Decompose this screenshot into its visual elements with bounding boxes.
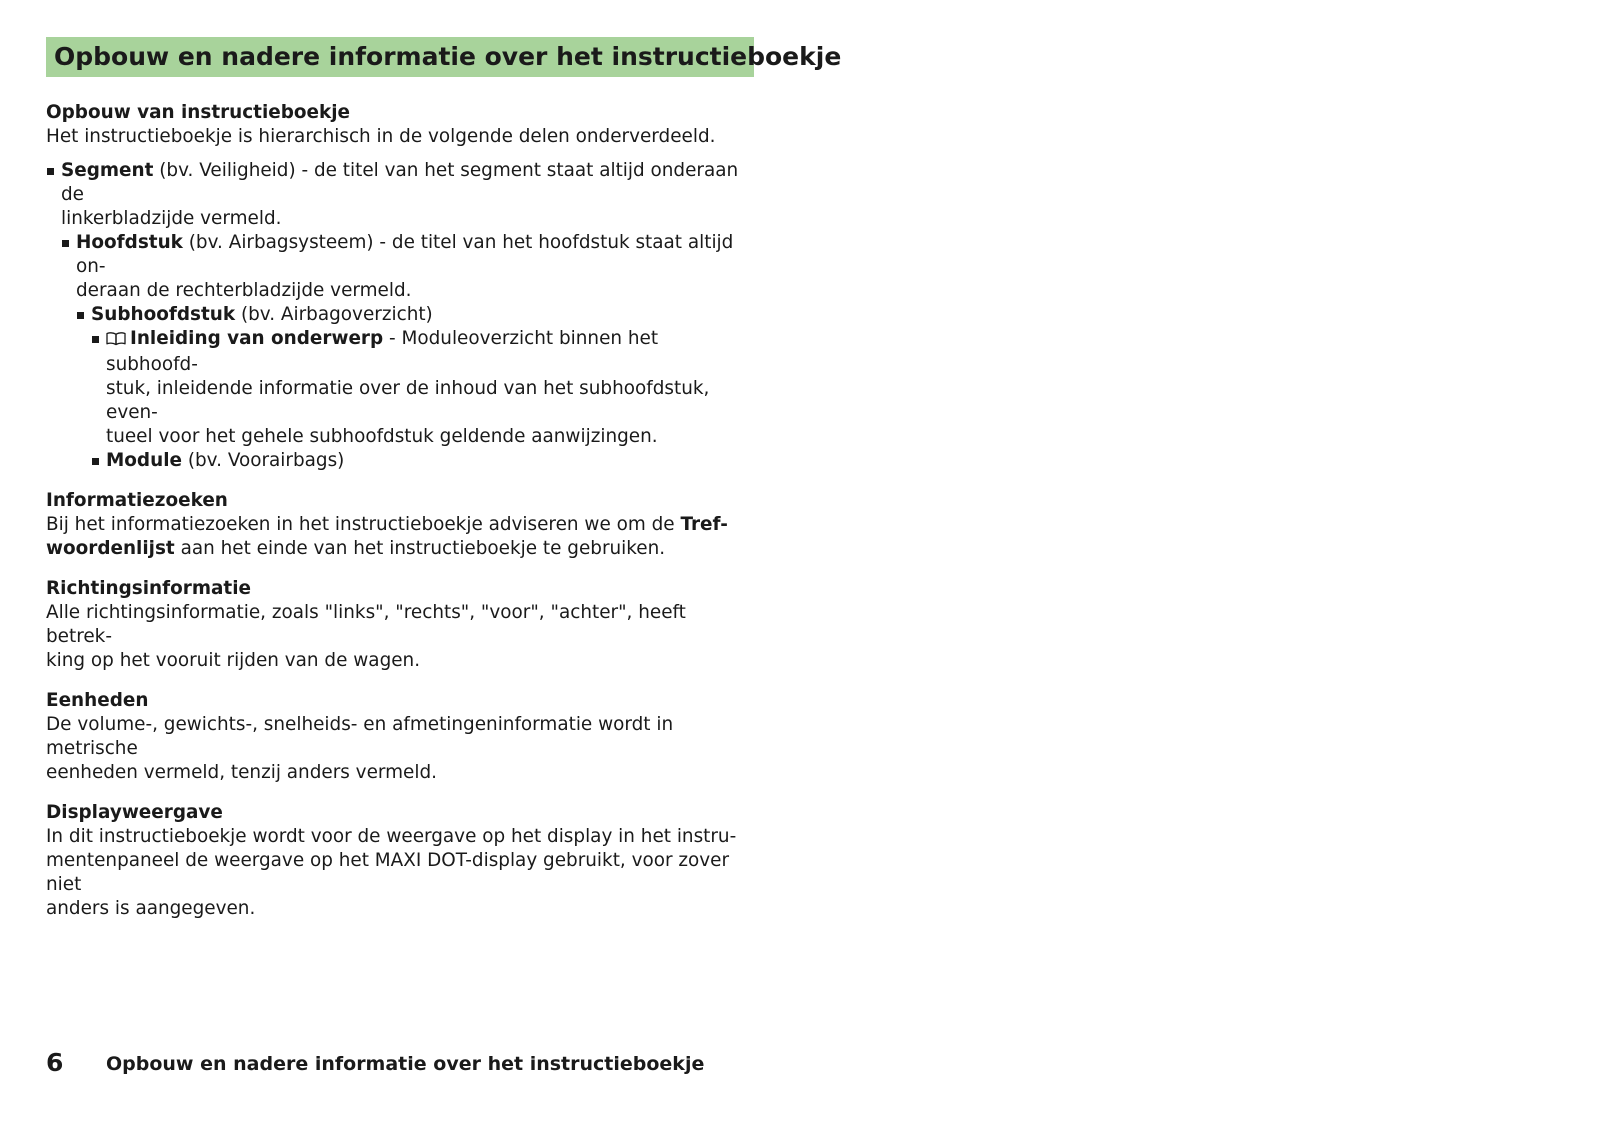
section-text-informatiezoeken-line1	[46, 513, 754, 537]
main-column	[46, 37, 842, 921]
term-subhoofdstuk: Subhoofdstuk	[91, 304, 236, 325]
bullet-square-icon	[92, 336, 99, 343]
section-heading-informatiezoeken: Informatiezoeken	[46, 490, 228, 511]
section-text-eenheden-line1: De volume-, gewichts-, snelheids- en afmetingeninformatie wordt in metrische	[46, 714, 674, 759]
bullet-square-icon	[62, 240, 69, 247]
list-item-subhoofdstuk	[46, 303, 754, 327]
page-title: Opbouw en nadere informatie over het instructieboekje	[46, 37, 754, 77]
running-title: Opbouw en nadere informatie over het instructieboekje	[106, 1053, 705, 1075]
section-heading-richtingsinformatie: Richtingsinformatie	[46, 578, 251, 599]
section-informatiezoeken	[46, 489, 754, 561]
text-segment-line2: linkerbladzijde vermeld.	[61, 208, 282, 229]
section-heading-opbouw: Opbouw van instructieboekje	[46, 102, 351, 123]
term-hoofdstuk: Hoofdstuk	[76, 232, 183, 253]
section-text-richtingsinformatie-line1: Alle richtingsinformatie, zoals "links", "rechts", "voor", "achter", heeft betrek-	[46, 602, 686, 647]
section-text-displayweergave-line3: anders is aangegeven.	[46, 898, 256, 919]
text-inleiding-line1: - Moduleoverzicht binnen het subhoofd-	[106, 328, 659, 375]
text-inleiding-line3: tueel voor het gehele subhoofdstuk geldende aanwijzingen.	[106, 426, 658, 447]
section-text-displayweergave-line1: In dit instructieboekje wordt voor de weergave op het display in het instru-	[46, 826, 737, 847]
term-inleiding: Inleiding van onderwerp	[130, 328, 384, 349]
text-module: (bv. Voorairbags)	[181, 450, 345, 471]
informatiezoeken-text-a: Bij het informatiezoeken in het instructieboekje adviseren we om de	[46, 514, 681, 535]
section-eenheden	[46, 689, 754, 785]
section-text-opbouw: Het instructieboekje is hierarchisch in de volgende delen onderverdeeld.	[46, 126, 716, 147]
section-heading-eenheden: Eenheden	[46, 690, 149, 711]
section-text-informatiezoeken-line2	[46, 537, 754, 561]
section-text-richtingsinformatie-line2: king op het vooruit rijden van de wagen.	[46, 650, 421, 671]
open-book-icon	[106, 329, 126, 353]
text-segment-line1: (bv. Veiligheid) - de titel van het segment staat altijd onderaan de	[61, 160, 739, 205]
section-richtingsinformatie	[46, 577, 754, 673]
bullet-square-icon	[47, 168, 54, 175]
section-text-eenheden-line2: eenheden vermeld, tenzij anders vermeld.	[46, 762, 437, 783]
informatiezoeken-text-b: aan het einde van het instructieboekje te gebruiken.	[174, 538, 666, 559]
text-hoofdstuk-line2: deraan de rechterbladzijde vermeld.	[76, 280, 412, 301]
section-heading-displayweergave: Displayweergave	[46, 802, 223, 823]
structure-list	[46, 159, 754, 473]
bullet-square-icon	[77, 312, 84, 319]
informatiezoeken-bold-b: woordenlijst	[46, 538, 175, 559]
bullet-square-icon	[92, 458, 99, 465]
list-item-segment	[46, 159, 754, 231]
text-inleiding-line2: stuk, inleidende informatie over de inhoud van het subhoofdstuk, even-	[106, 378, 710, 423]
page-number: 6	[46, 1048, 64, 1077]
text-subhoofdstuk: (bv. Airbagoverzicht)	[235, 304, 433, 325]
content-body	[46, 101, 754, 921]
section-displayweergave	[46, 801, 754, 921]
term-segment: Segment	[61, 160, 154, 181]
section-text-displayweergave-line2: mentenpaneel de weergave op het MAXI DOT-display gebruikt, voor zover niet	[46, 850, 730, 895]
list-item-inleiding	[46, 327, 754, 449]
list-item-hoofdstuk	[46, 231, 754, 303]
list-item-module	[46, 449, 754, 473]
informatiezoeken-bold-a: Tref-	[680, 514, 728, 535]
text-hoofdstuk-line1: (bv. Airbagsysteem) - de titel van het hoofdstuk staat altijd on-	[76, 232, 734, 277]
term-module: Module	[106, 450, 182, 471]
section-opbouw	[46, 101, 754, 149]
